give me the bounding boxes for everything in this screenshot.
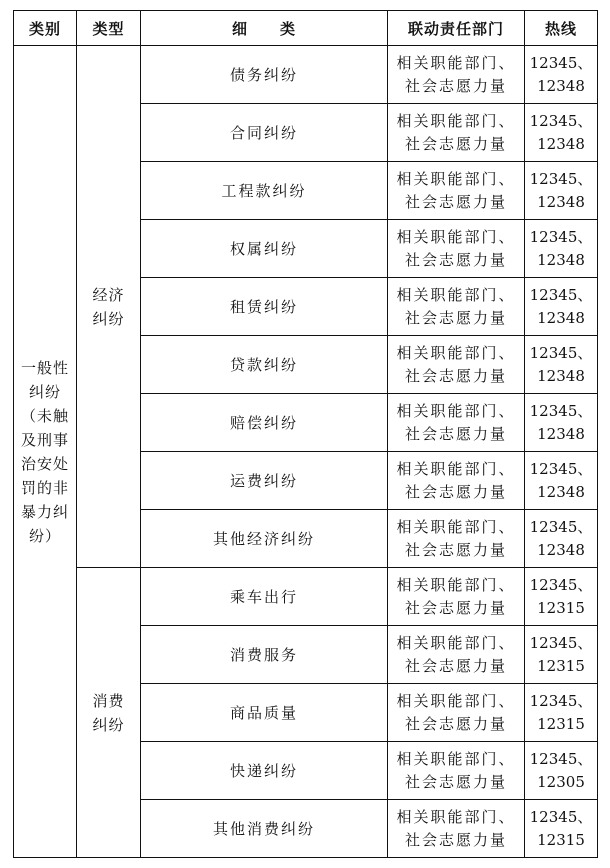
hotline-cell: [525, 220, 598, 278]
responsible-cell: [388, 452, 525, 510]
hotline-cell: [525, 510, 598, 568]
hotline-cell: [525, 626, 598, 684]
hotline-number: 12348: [537, 134, 585, 153]
hotline-cell: [525, 336, 598, 394]
responsible-cell: [388, 394, 525, 452]
category-cell: [14, 46, 77, 858]
responsible-line: 社会志愿力量: [404, 830, 507, 849]
hotline-number: 12348: [537, 76, 585, 95]
responsible-line: 相关职能部门、: [396, 633, 516, 652]
responsible-line: 相关职能部门、: [396, 459, 516, 478]
hotline-number: 12315: [537, 714, 585, 733]
header-responsible: 联动责任部门: [388, 11, 525, 46]
responsible-line: 相关职能部门、: [396, 575, 516, 594]
responsible-line: 相关职能部门、: [396, 343, 516, 362]
responsible-cell: [388, 336, 525, 394]
header-type: 类型: [77, 11, 141, 46]
hotline-number: 12345、: [529, 575, 593, 594]
hotline-number: 12315: [537, 830, 585, 849]
hotline-number: 12348: [537, 308, 585, 327]
responsible-line: 社会志愿力量: [404, 482, 507, 501]
subcategory-cell: 商品质量: [141, 684, 388, 742]
responsible-line: 相关职能部门、: [396, 111, 516, 130]
responsible-line: 相关职能部门、: [396, 807, 516, 826]
hotline-number: 12305: [537, 772, 585, 791]
responsible-cell: [388, 278, 525, 336]
hotline-number: 12348: [537, 250, 585, 269]
hotline-number: 12345、: [529, 807, 593, 826]
subcategory-cell: 乘车出行: [141, 568, 388, 626]
hotline-number: 12348: [537, 366, 585, 385]
hotline-cell: [525, 394, 598, 452]
hotline-number: 12345、: [529, 633, 593, 652]
subcategory-cell: 赔偿纠纷: [141, 394, 388, 452]
responsible-line: 相关职能部门、: [396, 401, 516, 420]
hotline-number: 12315: [537, 656, 585, 675]
subcategory-cell: 工程款纠纷: [141, 162, 388, 220]
hotline-cell: [525, 684, 598, 742]
responsible-line: 社会志愿力量: [404, 134, 507, 153]
category-label: 一般性纠纷（未触及刑事治安处罚的非暴力纠纷）: [21, 358, 70, 545]
hotline-cell: [525, 162, 598, 220]
subcategory-cell: 快递纠纷: [141, 742, 388, 800]
type-label: 消费纠纷: [92, 691, 125, 734]
responsible-cell: [388, 510, 525, 568]
subcategory-cell: 合同纠纷: [141, 104, 388, 162]
hotline-number: 12348: [537, 192, 585, 211]
hotline-number: 12348: [537, 424, 585, 443]
header-row: [14, 11, 598, 46]
hotline-number: 12345、: [529, 691, 593, 710]
responsible-line: 相关职能部门、: [396, 749, 516, 768]
hotline-number: 12345、: [529, 285, 593, 304]
responsible-cell: [388, 742, 525, 800]
responsible-line: 相关职能部门、: [396, 53, 516, 72]
responsible-line: 相关职能部门、: [396, 691, 516, 710]
responsible-line: 社会志愿力量: [404, 308, 507, 327]
responsible-line: 社会志愿力量: [404, 366, 507, 385]
hotline-number: 12345、: [529, 111, 593, 130]
header-hotline: 热线: [525, 11, 598, 46]
subcategory-cell: 权属纠纷: [141, 220, 388, 278]
hotline-number: 12345、: [529, 343, 593, 362]
responsible-cell: [388, 626, 525, 684]
responsible-cell: [388, 568, 525, 626]
hotline-cell: [525, 452, 598, 510]
hotline-cell: [525, 800, 598, 858]
hotline-number: 12315: [537, 598, 585, 617]
type-label: 经济纠纷: [92, 285, 125, 328]
responsible-line: 社会志愿力量: [404, 540, 507, 559]
responsible-line: 相关职能部门、: [396, 517, 516, 536]
responsible-cell: [388, 162, 525, 220]
header-category: 类别: [14, 11, 77, 46]
responsible-cell: [388, 220, 525, 278]
responsible-line: 社会志愿力量: [404, 598, 507, 617]
responsible-line: 社会志愿力量: [404, 424, 507, 443]
responsible-line: 社会志愿力量: [404, 76, 507, 95]
hotline-cell: [525, 742, 598, 800]
hotline-number: 12345、: [529, 401, 593, 420]
hotline-number: 12348: [537, 482, 585, 501]
subcategory-cell: 运费纠纷: [141, 452, 388, 510]
type-cell: [77, 568, 141, 858]
subcategory-cell: 债务纠纷: [141, 46, 388, 104]
hotline-cell: [525, 104, 598, 162]
responsible-cell: [388, 104, 525, 162]
responsible-line: 社会志愿力量: [404, 250, 507, 269]
subcategory-cell: 贷款纠纷: [141, 336, 388, 394]
hotline-cell: [525, 46, 598, 104]
responsible-line: 相关职能部门、: [396, 169, 516, 188]
hotline-number: 12345、: [529, 227, 593, 246]
responsible-line: 相关职能部门、: [396, 227, 516, 246]
hotline-number: 12345、: [529, 53, 593, 72]
hotline-number: 12345、: [529, 459, 593, 478]
subcategory-cell: 其他消费纠纷: [141, 800, 388, 858]
hotline-number: 12345、: [529, 517, 593, 536]
table-row: [14, 46, 598, 104]
subcategory-cell: 消费服务: [141, 626, 388, 684]
responsible-cell: [388, 684, 525, 742]
dispute-table: [13, 10, 598, 858]
table-body: [14, 46, 598, 858]
header-subcategory: 细 类: [141, 11, 388, 46]
type-cell: [77, 46, 141, 568]
responsible-line: 社会志愿力量: [404, 192, 507, 211]
responsible-cell: [388, 46, 525, 104]
table-row: [14, 568, 598, 626]
responsible-line: 相关职能部门、: [396, 285, 516, 304]
responsible-line: 社会志愿力量: [404, 656, 507, 675]
subcategory-cell: 其他经济纠纷: [141, 510, 388, 568]
hotline-number: 12348: [537, 540, 585, 559]
hotline-cell: [525, 278, 598, 336]
hotline-number: 12345、: [529, 169, 593, 188]
hotline-cell: [525, 568, 598, 626]
responsible-cell: [388, 800, 525, 858]
subcategory-cell: 租赁纠纷: [141, 278, 388, 336]
responsible-line: 社会志愿力量: [404, 714, 507, 733]
hotline-number: 12345、: [529, 749, 593, 768]
responsible-line: 社会志愿力量: [404, 772, 507, 791]
